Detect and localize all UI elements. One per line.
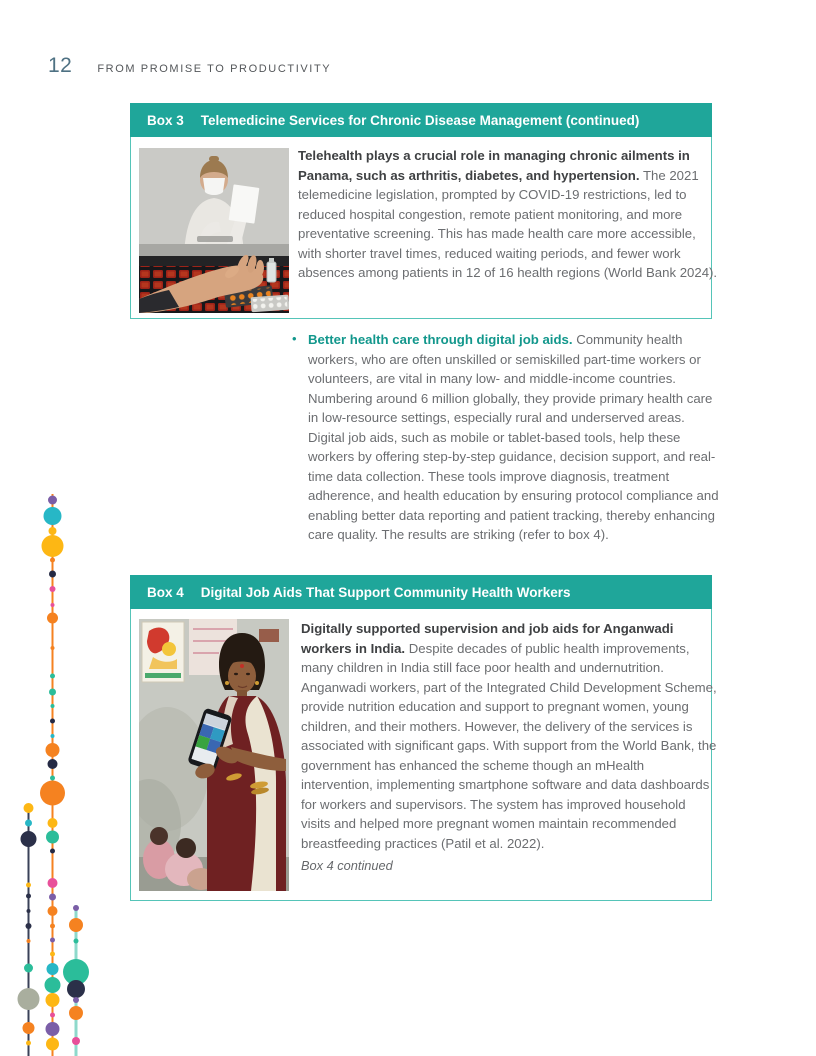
digital-job-aids-bullet (290, 330, 722, 545)
box4-body-text: Despite decades of public health improvements, many children in India still face poor health and undernutrition. Anganwadi workers, part of the Integrated Child Development Scheme, provide nutrition education and support to pregnant women, young children, and their mothers. However, the delivery of the services is associated with significant gaps. With support from the World Bank, the government has enhanced the scheme though an mHealth intervention, implementing smartphone software and data dashboards for workers and supervisors. The system has improved household visits and helped more pregnant women maintain recommended breastfeeding practices (Patil et al. 2022). (301, 640, 717, 851)
box4-body (130, 609, 717, 901)
box3-header (130, 103, 712, 137)
box4-label: Box 4 (147, 584, 184, 600)
box4-title: Digital Job Aids That Support Community Health Workers (200, 584, 571, 600)
box4-photo-anganwadi-worker (139, 619, 289, 891)
bullet-body-text: Community health workers, who are often unskilled or semiskilled part-time workers or volunteers, are vital in many low- and middle-income countries. Numbering around 6 million globally, they provide primary health care in low-resource settings, especially rural and underserved areas. Digital job aids, such as mobile or tablet-based tools, help these workers by offering step-by-step guidance, decision support, and real-time data collection. These tools improve diagnosis, treatment adherence, and health education by ensuring protocol compliance and enabling better data reporting and patient tracking, thereby enhancing care quality. The results are striking (refer to box 4). (308, 332, 719, 542)
box3-title: Telemedicine Services for Chronic Disease Management (continued) (200, 112, 640, 128)
bullet-lead-sentence: Better health care through digital job aids. (308, 332, 573, 347)
bullet-icon: • (292, 331, 297, 346)
box3-label: Box 3 (147, 112, 184, 128)
box3-body-text: The 2021 telemedicine legislation, prompted by COVID-19 restrictions, led to reduced hospital congestion, remote patient monitoring, and more preventative screening. This has made health care more accessible, with shorter travel times, reduced waiting periods, and fewer work absences among patients in 12 of 16 health regions (World Bank 2024). (298, 167, 718, 280)
box3-body (130, 137, 718, 319)
box3-text (298, 146, 722, 283)
decorative-dot-lines (0, 0, 110, 1056)
box4-lead-sentence: Digitally supported supervision and job aids for Anganwadi workers in India. (301, 621, 674, 656)
box4-text (301, 619, 717, 876)
box4-header (130, 575, 712, 609)
box4 (130, 575, 717, 901)
box3-lead-sentence: Telehealth plays a crucial role in managing chronic ailments in Panama, such as arthritis, diabetes, and hypertension. (298, 148, 690, 183)
box3-photo-telemedicine (139, 148, 289, 313)
page-header (48, 54, 331, 78)
box3 (130, 103, 718, 319)
box4-continued-note: Box 4 continued (301, 858, 393, 873)
page-number: 12 (48, 54, 73, 77)
running-title: FROM PROMISE TO PRODUCTIVITY (97, 63, 332, 75)
